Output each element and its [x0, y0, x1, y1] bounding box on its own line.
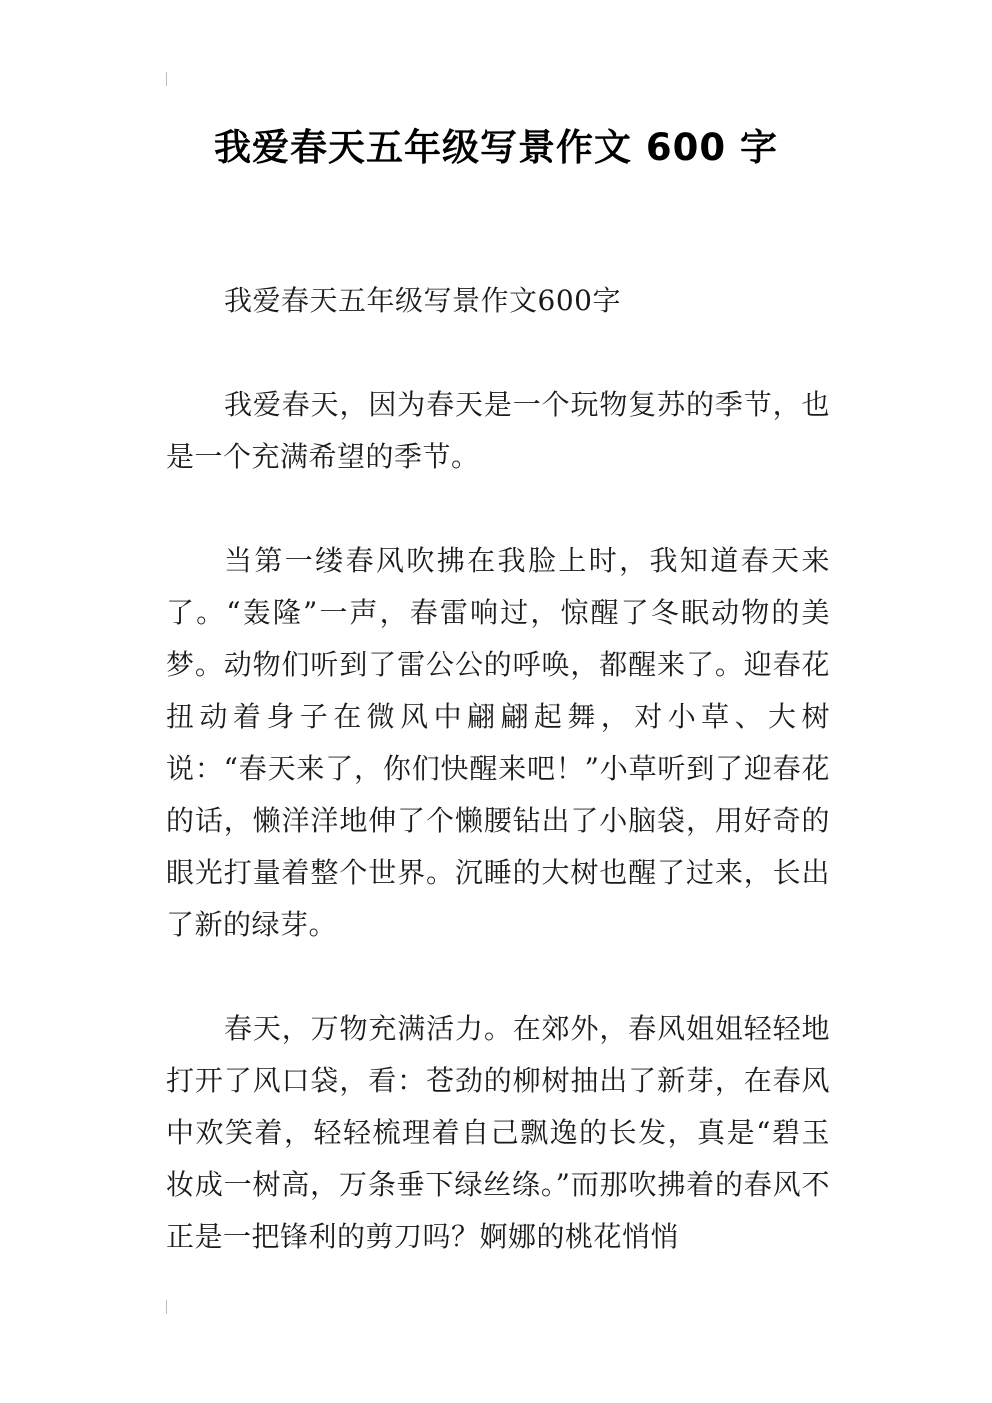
document-title: 我爱春天五年级写景作文 600 字	[214, 126, 778, 169]
crop-mark-top	[166, 72, 167, 86]
document-body	[166, 275, 830, 1263]
paragraph-spring-arrives: 当第一缕春风吹拂在我脸上时，我知道春天来了。“轰隆”一声，春雷响过，惊醒了冬眠动物的美梦。动物们听到了雷公公的呼唤，都醒来了。迎春花扭动着身子在微风中翩翩起舞，对小草、大树说：“春天来了，你们快醒来吧！”小草听到了迎春花的话，懒洋洋地伸了个懒腰钻出了小脑袋，用好奇的眼光打量着整个世界。沉睡的大树也醒了过来，长出了新的绿芽。	[166, 544, 830, 941]
paragraph-intro: 我爱春天，因为春天是一个玩物复苏的季节，也是一个充满希望的季节。	[166, 388, 830, 473]
paragraph-subtitle: 我爱春天五年级写景作文600字	[224, 284, 621, 317]
crop-mark-bottom	[166, 1300, 167, 1314]
paragraph-spring-vitality: 春天，万物充满活力。在郊外，春风姐姐轻轻地打开了风口袋，看：苍劲的柳树抽出了新芽，在春风中欢笑着，轻轻梳理着自己飘逸的长发，真是“碧玉妆成一树高，万条垂下绿丝绦。”而那吹拂着的春风不正是一把锋利的剪刀吗？婀娜的桃花悄悄	[166, 1012, 830, 1253]
